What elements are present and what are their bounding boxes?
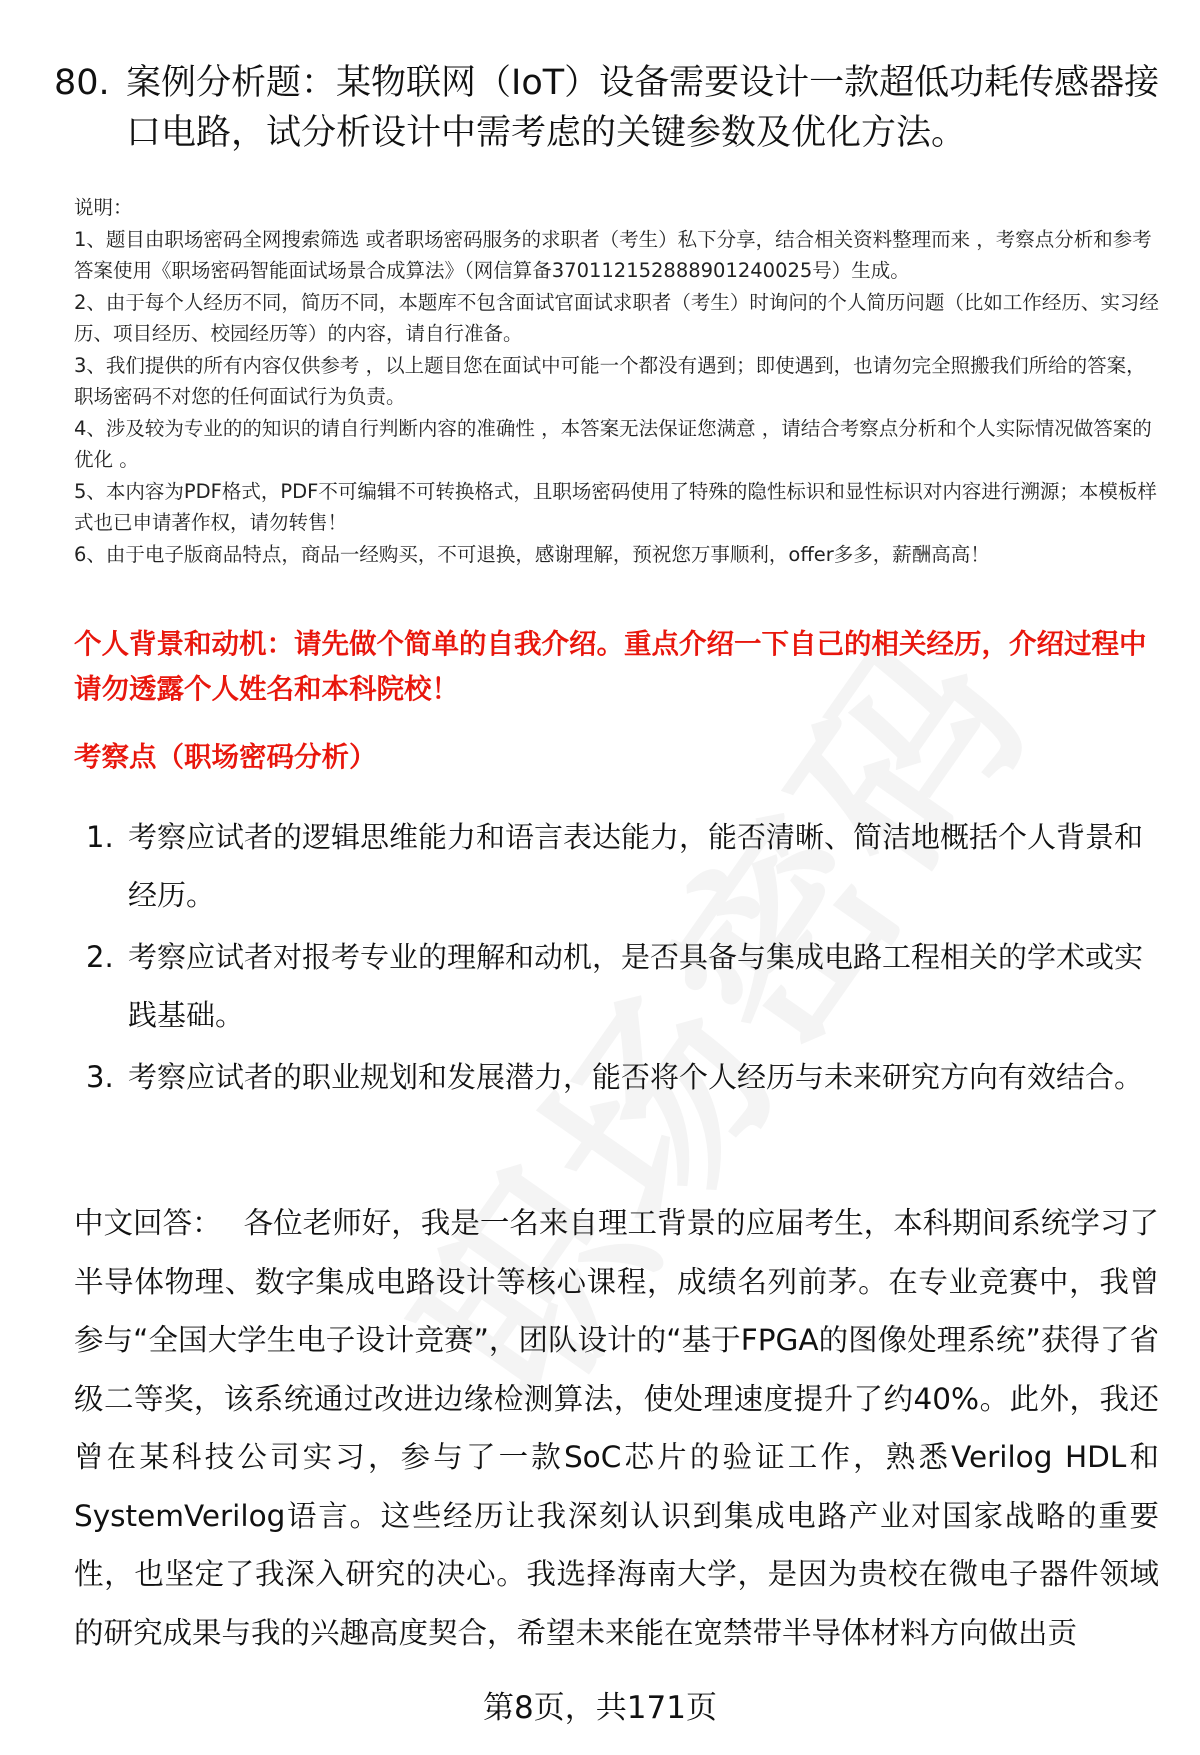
answer-text: 各位老师好，我是一名来自理工背景的应届考生，本科期间系统学习了半导体物理、数字集成电路设计等核心课程，成绩名列前茅。在专业竞赛中，我曾参与“全国大学生电子设计竞赛”，团队设计的“基于FPGA的图像处理系统”获得了省级二等奖，该系统通过改进边缘检测算法，使处理速度提升了约40%。此外，我还曾在某科技公司实习，参与了一款SoC芯片的验证工作，熟悉Verilog HDL和SystemVerilog语言。这些经历让我深刻认识到集成电路产业对国家战略的重要性，也坚定了我深入研究的决心。我选择海南大学，是因为贵校在微电子器件领域的研究成果与我的兴趣高度契合，希望未来能在宽禁带半导体材料方向做出贡: [74, 1206, 1159, 1650]
analysis-point: [74, 928, 1159, 1044]
analysis-title: 考察点（职场密码分析）: [74, 741, 377, 773]
point-number: 2.: [86, 940, 114, 974]
note-item: 4、涉及较为专业的的知识的请自行判断内容的准确性 ，本答案无法保证您满意 ，请结合考察点分析和个人实际情况做答案的优化 。: [74, 416, 1152, 471]
question-heading: [54, 58, 1164, 158]
point-text: 考察应试者对报考专业的理解和动机，是否具备与集成电路工程相关的学术或实践基础。: [128, 940, 1144, 1032]
page-footer: 第8页，共171页: [483, 1690, 717, 1726]
point-text: 考察应试者的职业规划和发展潜力，能否将个人经历与未来研究方向有效结合。: [128, 1060, 1144, 1094]
note-item: 3、我们提供的所有内容仅供参考 ，以上题目您在面试中可能一个都没有遇到；即使遇到，也请勿完全照搬我们所给的答案，职场密码不对您的任何面试行为负责。: [74, 353, 1146, 408]
point-text: 考察应试者的逻辑思维能力和语言表达能力，能否清晰、简洁地概括个人背景和经历。: [128, 820, 1144, 912]
notes-block: [74, 192, 1164, 570]
question-number: 80.: [54, 63, 110, 103]
note-item: 5、本内容为PDF格式，PDF不可编辑不可转换格式，且职场密码使用了特殊的隐性标识和显性标识对内容进行溯源；本模板样式也已申请著作权，请勿转售！: [74, 479, 1157, 534]
question-text: 案例分析题：某物联网（IoT）设备需要设计一款超低功耗传感器接口电路，试分析设计中需考虑的关键参数及优化方法。: [126, 63, 1160, 153]
note-item: 6、由于电子版商品特点，商品一经购买，不可退换，感谢理解，预祝您万事顺利，offer多多，薪酬高高！: [74, 542, 990, 566]
analysis-points: [74, 808, 1159, 1110]
answer-label: 中文回答：: [74, 1206, 222, 1240]
background-prompt: 个人背景和动机：请先做个简单的自我介绍。重点介绍一下自己的相关经历，介绍过程中请勿透露个人姓名和本科院校！: [74, 628, 1147, 705]
note-item: 2、由于每个人经历不同，简历不同，本题库不包含面试官面试求职者（考生）时询问的个人简历问题（比如工作经历、实习经历、项目经历、校园经历等）的内容，请自行准备。: [74, 290, 1159, 345]
analysis-point: [74, 808, 1159, 924]
notes-title: 说明：: [74, 196, 133, 219]
analysis-point: [74, 1048, 1159, 1106]
note-item: 1、题目由职场密码全网搜索筛选 或者职场密码服务的求职者（考生）私下分享，结合相关资料整理而来 ，考察点分析和参考答案使用《职场密码智能面试场景合成算法》（网信算备370112152888901240025号）生成。: [74, 227, 1152, 282]
point-number: 3.: [86, 1060, 114, 1094]
answer-block: [74, 1194, 1159, 1662]
point-number: 1.: [86, 820, 114, 854]
